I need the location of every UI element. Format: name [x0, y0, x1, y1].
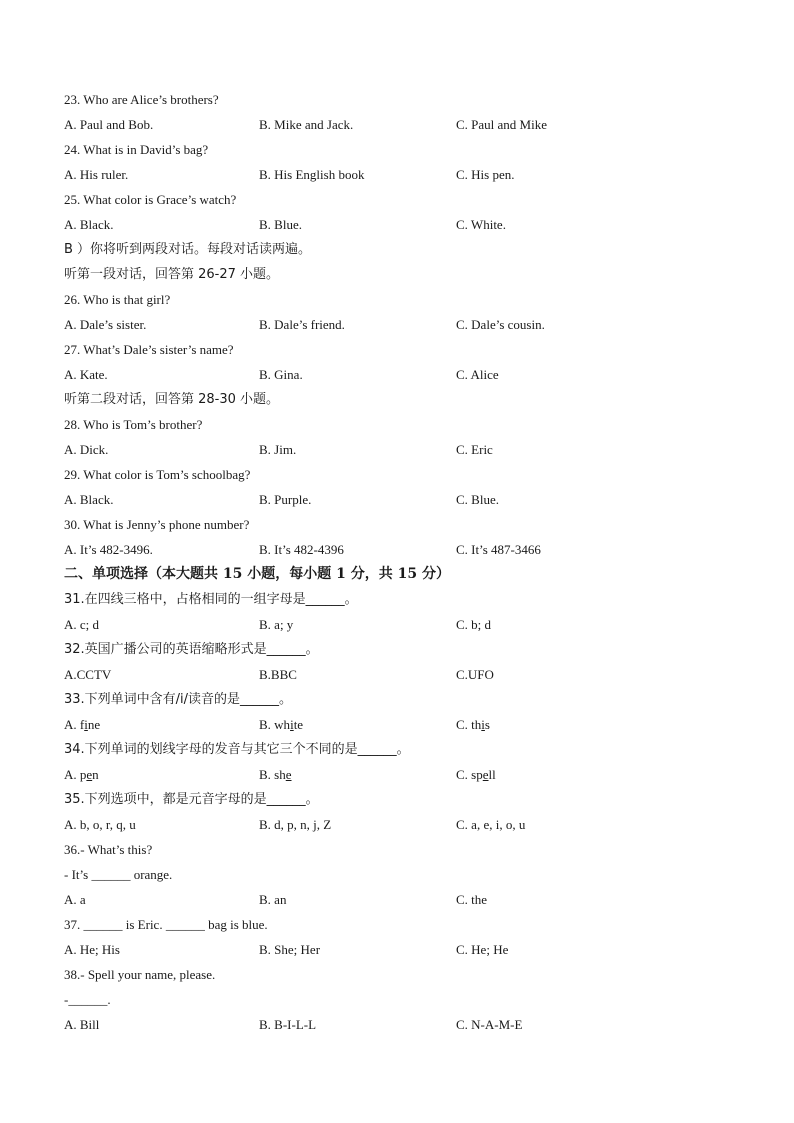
underlined-letter: i	[84, 717, 88, 732]
question-25-options	[64, 212, 744, 237]
option-a[interactable]: A. Black.	[64, 217, 114, 232]
option-b[interactable]: B. Gina.	[259, 367, 303, 382]
option-b[interactable]: B. an	[259, 892, 287, 907]
option-b[interactable]: B. Dale’s friend.	[259, 317, 345, 332]
option-text: A. f	[64, 717, 85, 732]
question-35-options	[64, 812, 744, 837]
question-27-options	[64, 362, 744, 387]
dialog-2-instruction: 听第二段对话，回答第 28-30 小题。	[64, 392, 280, 407]
question-26-options	[64, 312, 744, 337]
option-c[interactable]: C. His pen.	[456, 167, 515, 182]
option-b[interactable]	[259, 762, 292, 787]
option-a[interactable]: A. b, o, r, q, u	[64, 817, 136, 832]
underlined-letter: i	[290, 717, 294, 732]
question-31-stem: 31.在四线三格中，占格相同的一组字母是______。	[64, 592, 358, 607]
question-23-options	[64, 112, 744, 137]
option-text: C. th	[456, 717, 482, 732]
underlined-letter: e	[86, 767, 93, 782]
option-b[interactable]: B. It’s 482-4396	[259, 542, 344, 557]
option-text: C. sp	[456, 767, 483, 782]
option-c[interactable]: C. N-A-M-E	[456, 1017, 523, 1032]
option-c[interactable]: C. Paul and Mike	[456, 117, 547, 132]
option-c[interactable]: C. Eric	[456, 442, 493, 457]
part-b-instruction: B ）你将听到两段对话。每段对话读两遍。	[64, 242, 312, 257]
option-text: ll	[488, 767, 496, 782]
option-a[interactable]: A. His ruler.	[64, 167, 129, 182]
option-b[interactable]: B. Mike and Jack.	[259, 117, 354, 132]
question-24-stem: 24. What is in David’s bag?	[64, 142, 209, 157]
option-a[interactable]	[64, 712, 100, 737]
question-37-options	[64, 937, 744, 962]
option-text: ne	[87, 717, 101, 732]
question-34-stem: 34.下列单词的划线字母的发音与其它三个不同的是______。	[64, 742, 410, 757]
option-a[interactable]: A. Black.	[64, 492, 114, 507]
question-32-stem: 32.英国广播公司的英语缩略形式是______。	[64, 642, 319, 657]
option-a[interactable]: A. He; His	[64, 942, 120, 957]
question-38-options	[64, 1012, 744, 1037]
option-c[interactable]	[456, 712, 490, 737]
question-34-options	[64, 762, 744, 787]
option-b[interactable]: B. Jim.	[259, 442, 297, 457]
option-b[interactable]: B. d, p, n, j, Z	[259, 817, 332, 832]
option-text: B. sh	[259, 767, 286, 782]
option-b[interactable]: B. Blue.	[259, 217, 302, 232]
option-b[interactable]: B. His English book	[259, 167, 365, 182]
option-a[interactable]	[64, 762, 99, 787]
question-25-stem: 25. What color is Grace’s watch?	[64, 192, 237, 207]
option-c[interactable]: C. the	[456, 892, 488, 907]
question-35-stem: 35.下列选项中，都是元音字母的是______。	[64, 792, 319, 807]
option-a[interactable]: A. Paul and Bob.	[64, 117, 154, 132]
option-c[interactable]: C.UFO	[456, 667, 494, 682]
question-33-stem: 33.下列单词中含有/i/读音的是______。	[64, 692, 293, 707]
option-text: s	[484, 717, 490, 732]
option-c[interactable]: C. Alice	[456, 367, 499, 382]
option-b[interactable]: B. a; y	[259, 617, 294, 632]
question-30-options	[64, 537, 744, 562]
option-b[interactable]: B. Purple.	[259, 492, 312, 507]
option-c[interactable]	[456, 762, 496, 787]
option-text: A. p	[64, 767, 87, 782]
question-26-stem: 26. Who is that girl?	[64, 292, 171, 307]
section-2-heading: 二、单项选择（本大题共 15 小题，每小题 1 分，共 15 分）	[64, 566, 450, 582]
question-24-options	[64, 162, 744, 187]
question-37-stem: 37. ______ is Eric. ______ bag is blue.	[64, 917, 268, 932]
underlined-letter: i	[481, 717, 485, 732]
question-36-line2: - It’s ______ orange.	[64, 867, 173, 882]
option-c[interactable]: C. It’s 487-3466	[456, 542, 541, 557]
option-text: te	[293, 717, 304, 732]
question-28-stem: 28. Who is Tom’s brother?	[64, 417, 203, 432]
option-a[interactable]: A.CCTV	[64, 667, 112, 682]
question-30-stem: 30. What is Jenny’s phone number?	[64, 517, 250, 532]
option-b[interactable]: B.BBC	[259, 667, 297, 682]
option-c[interactable]: C. a, e, i, o, u	[456, 817, 526, 832]
question-28-options	[64, 437, 744, 462]
option-a[interactable]: A. c; d	[64, 617, 100, 632]
question-38-line2: -______.	[64, 992, 111, 1007]
option-a[interactable]: A. It’s 482-3496.	[64, 542, 153, 557]
question-32-options	[64, 662, 744, 687]
question-33-options	[64, 712, 744, 737]
dialog-1-instruction: 听第一段对话，回答第 26-27 小题。	[64, 267, 280, 282]
question-31-options	[64, 612, 744, 637]
option-a[interactable]: A. Dale’s sister.	[64, 317, 147, 332]
question-29-stem: 29. What color is Tom’s schoolbag?	[64, 467, 251, 482]
question-38-stem: 38.- Spell your name, please.	[64, 967, 216, 982]
option-c[interactable]: C. b; d	[456, 617, 492, 632]
question-23-stem: 23. Who are Alice’s brothers?	[64, 92, 219, 107]
question-36-stem: 36.- What’s this?	[64, 842, 153, 857]
option-b[interactable]: B. B-I-L-L	[259, 1017, 317, 1032]
option-text: n	[92, 767, 99, 782]
question-29-options	[64, 487, 744, 512]
option-b[interactable]	[259, 712, 303, 737]
option-c[interactable]: C. Dale’s cousin.	[456, 317, 545, 332]
question-27-stem: 27. What’s Dale’s sister’s name?	[64, 342, 234, 357]
option-a[interactable]: A. a	[64, 892, 86, 907]
option-c[interactable]: C. He; He	[456, 942, 509, 957]
option-a[interactable]: A. Bill	[64, 1017, 100, 1032]
question-36-options	[64, 887, 744, 912]
option-b[interactable]: B. She; Her	[259, 942, 321, 957]
underlined-letter: e	[482, 767, 489, 782]
option-text: B. wh	[259, 717, 291, 732]
option-a[interactable]: A. Kate.	[64, 367, 108, 382]
option-c[interactable]: C. Blue.	[456, 492, 499, 507]
option-c[interactable]: C. White.	[456, 217, 506, 232]
option-a[interactable]: A. Dick.	[64, 442, 109, 457]
underlined-letter: e	[285, 767, 292, 782]
